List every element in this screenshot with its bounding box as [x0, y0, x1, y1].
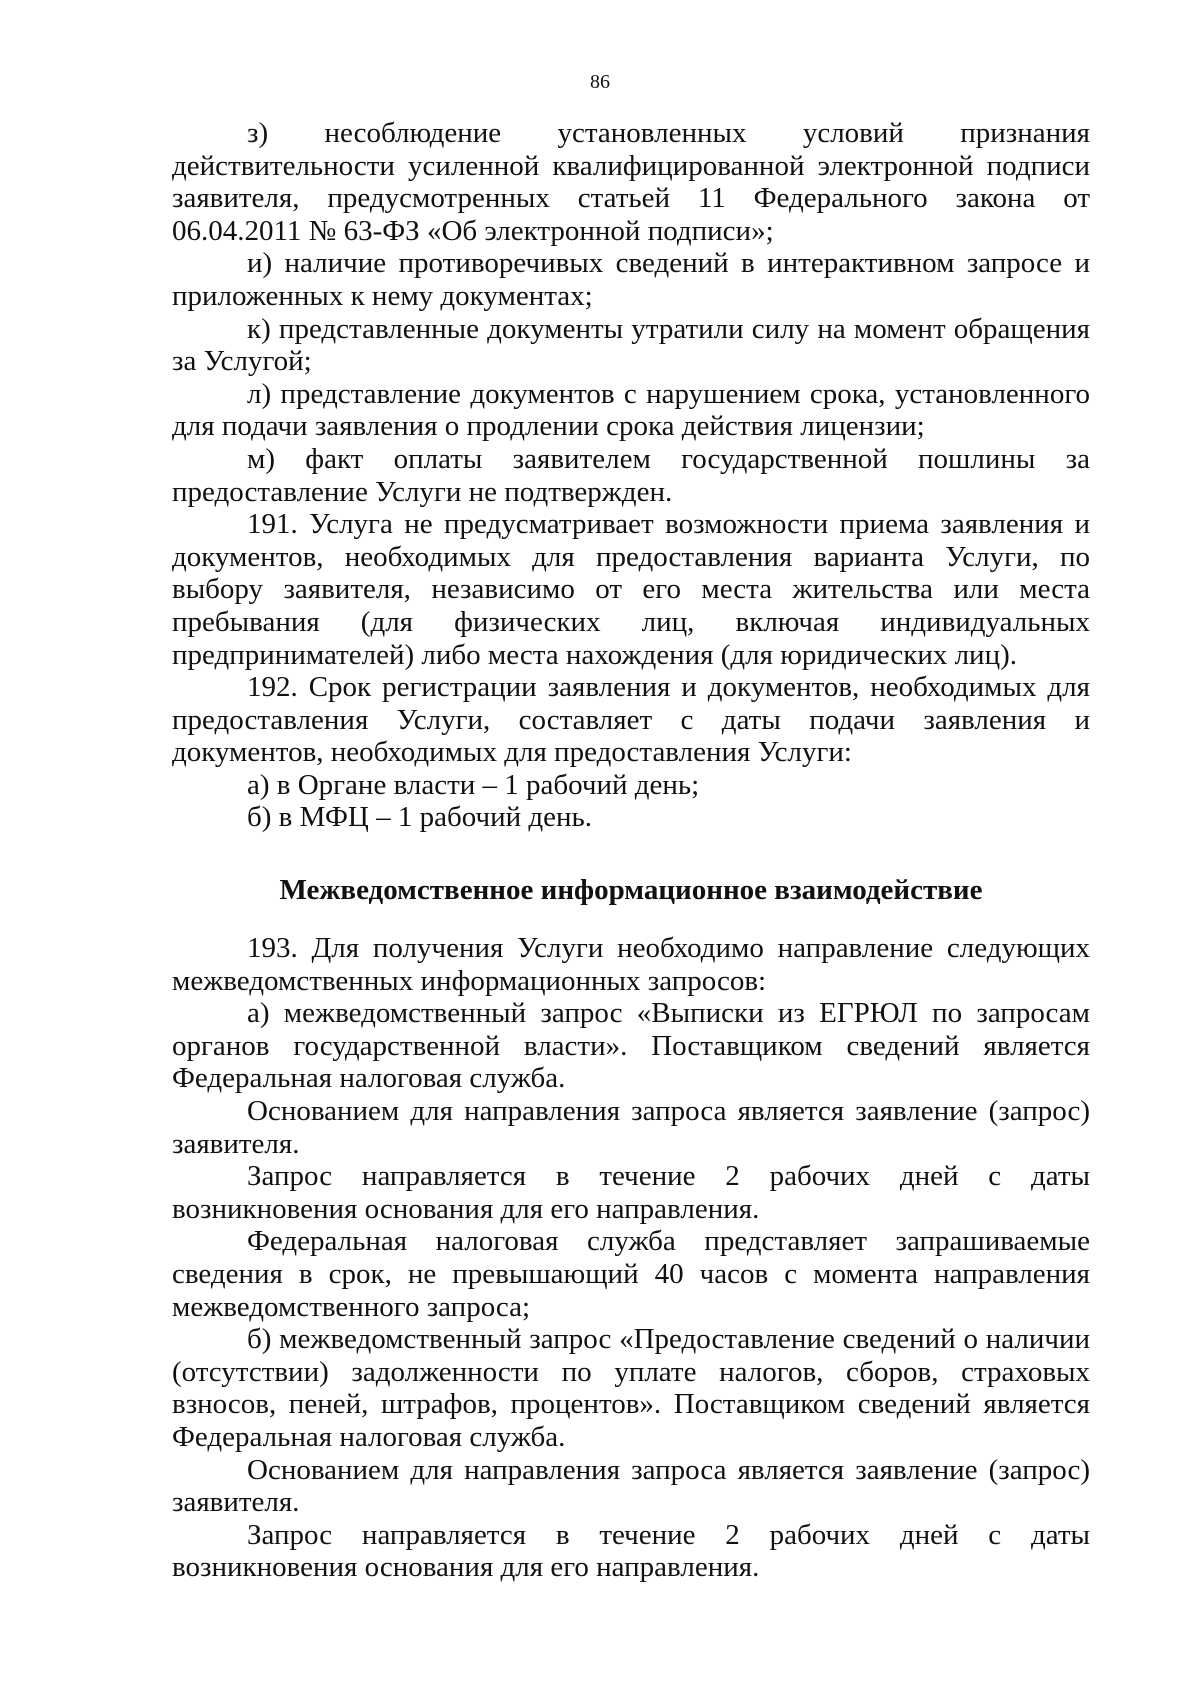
paragraph-193-a: а) межведомственный запрос «Выписки из ЕГРЮЛ по запросам органов государственной власти». Поставщиком сведений является Федеральная налоговая служба. [172, 997, 1090, 1095]
paragraph-item-k: к) представленные документы утратили силу на момент обращения за Услугой; [172, 312, 1090, 378]
paragraph-item-i: и) наличие противоречивых сведений в интерактивном запросе и приложенных к нему документах; [172, 247, 1090, 312]
paragraph-191: 191. Услуга не предусматривает возможности приема заявления и документов, необходимых для предоставления варианта Услуги, по выбору заявителя, независимо от его места жительства или места пребывания (для физических лиц, включая индивидуальных предпринимателей) либо места нахождения (для юридических лиц). [172, 508, 1090, 671]
paragraph-193-b: б) межведомственный запрос «Предоставление сведений о наличии (отсутствии) задолженности по уплате налогов, сборов, страховых взносов, пеней, штрафов, процентов». Поставщиком сведений является Федеральная налоговая служба. [172, 1323, 1090, 1453]
page-number: 86 [590, 71, 610, 93]
paragraph-basis-b: Основанием для направления запроса является заявление (запрос) заявителя. [172, 1453, 1090, 1519]
section-heading: Межведомственное информационное взаимодействие [279, 874, 983, 907]
paragraph-basis-a: Основанием для направления запроса является заявление (запрос) заявителя. [172, 1095, 1090, 1160]
paragraph-item-l: л) представление документов с нарушением срока, установленного для подачи заявления о продлении срока действия лицензии; [172, 377, 1090, 443]
paragraph-request-term-a: Запрос направляется в течение 2 рабочих дней с даты возникновения основания для его направления. [172, 1160, 1090, 1225]
paragraph-item-m: м) факт оплаты заявителем государственной пошлины за предоставление Услуги не подтвержден. [172, 442, 1090, 508]
paragraph-response-term: Федеральная налоговая служба представляет запрашиваемые сведения в срок, не превышающий 40 часов с момента направления межведомственного запроса; [172, 1225, 1090, 1323]
paragraph-192-b: б) в МФЦ – 1 рабочий день. [247, 801, 592, 834]
paragraph-193: 193. Для получения Услуги необходимо направление следующих межведомственных информационных запросов: [172, 932, 1090, 997]
paragraph-192-a: а) в Органе власти – 1 рабочий день; [247, 768, 700, 801]
paragraph-request-term-b: Запрос направляется в течение 2 рабочих дней с даты возникновения основания для его направления. [172, 1518, 1090, 1584]
paragraph-192: 192. Срок регистрации заявления и документов, необходимых для предоставления Услуги, составляет с даты подачи заявления и документов, необходимых для предоставления Услуги: [172, 671, 1090, 769]
paragraph-item-z: з) несоблюдение установленных условий признания действительности усиленной квалифицированной электронной подписи заявителя, предусмотренных статьей 11 Федерального закона от 06.04.2011 № 63-ФЗ «Об электронной подписи»; [172, 117, 1090, 247]
page-content [172, 117, 1090, 1584]
